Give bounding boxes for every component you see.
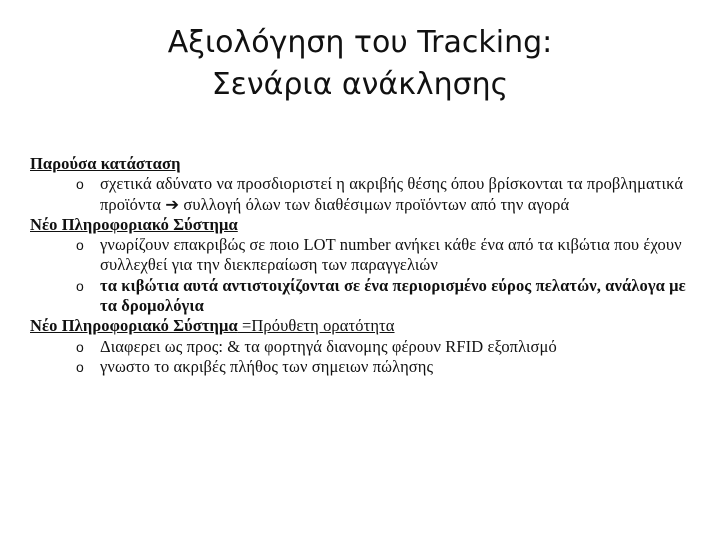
list-item	[30, 235, 700, 276]
list-item	[30, 357, 700, 377]
bullet-text: γνωρίζουν επακριβώς σε ποιο LOT number ανήκει κάθε ένα από τα κιβώτια που έχουν συλλεχθεί για την διεκπεραίωση των παραγγελιών	[100, 235, 682, 275]
slide-title	[0, 22, 720, 106]
list-item	[30, 337, 700, 357]
bullet-text: τα κιβώτια αυτά αντιστοιχίζονται σε ένα περιορισμένο εύρος πελατών, ανάλογα με τα δρομολόγια	[100, 275, 686, 316]
heading-plain-part: =Πρόυθετη ορατότητα	[237, 316, 395, 336]
slide-title-line-1: Αξιολόγηση του Tracking:	[167, 25, 553, 60]
bullet-marker: o	[76, 358, 84, 375]
slide-title-line-2: Σενάρια ανάκλησης	[211, 67, 509, 102]
bullet-marker: o	[76, 277, 84, 294]
visibility-bullet-list	[30, 337, 700, 378]
current-state-bullet-list	[30, 174, 700, 215]
bullet-marker: o	[76, 338, 84, 355]
new-system-bullet-list	[30, 235, 700, 316]
list-item	[30, 276, 700, 317]
slide-body	[30, 154, 700, 377]
bullet-text: γνωστο το ακριβές πλήθος των σημειων πώλησης	[100, 356, 434, 376]
bullet-text: σχετικά αδύνατο να προσδιοριστεί η ακριβής θέσης όπου βρίσκονται τα προβληματικά προϊόντα ➔ συλλογή όλων των διαθέσιμων προϊόντων από την αγορά	[100, 174, 684, 214]
heading-bold-part: Νέο Πληροφοριακό Σύστημα	[30, 316, 238, 336]
section-heading-new-system-visibility	[30, 316, 700, 336]
bullet-marker: o	[76, 176, 84, 193]
list-item	[30, 174, 700, 215]
bullet-marker: o	[76, 237, 84, 254]
section-heading-new-system: Νέο Πληροφοριακό Σύστημα	[30, 214, 238, 234]
section-heading-current-state: Παρούσα κατάσταση	[30, 154, 181, 173]
bullet-text: Διαφερει ως προς: & τα φορτηγά διανομης φέρουν RFID εξοπλισμό	[100, 336, 557, 356]
